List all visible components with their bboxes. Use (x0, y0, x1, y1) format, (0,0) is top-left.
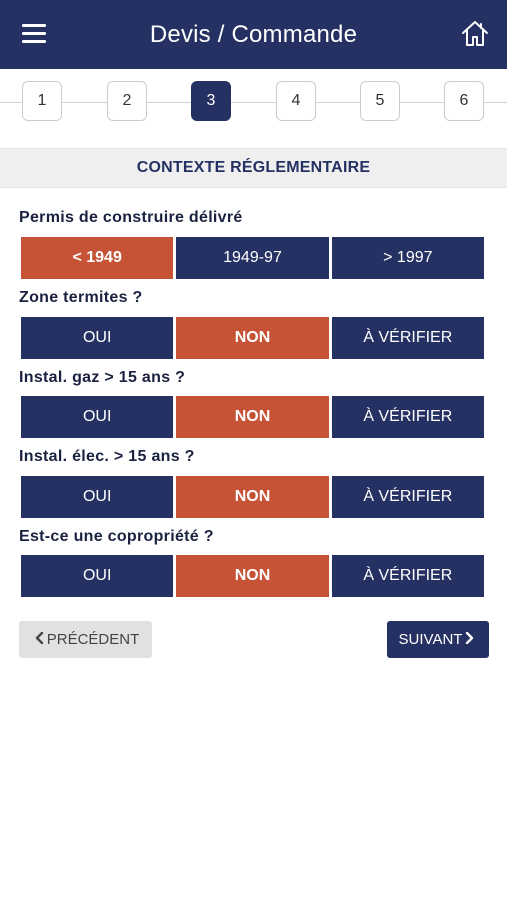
step-5[interactable]: 5 (360, 81, 400, 121)
step-1[interactable]: 1 (22, 81, 62, 121)
option-1949-97[interactable]: 1949-97 (176, 237, 328, 279)
option-a-verifier[interactable]: À VÉRIFIER (332, 476, 484, 518)
choice-group-permis (21, 237, 484, 279)
option-before-1949[interactable]: < 1949 (21, 237, 173, 279)
question-label-gaz: Instal. gaz > 15 ans ? (19, 369, 186, 386)
option-a-verifier[interactable]: À VÉRIFIER (332, 396, 484, 438)
step-3-active[interactable]: 3 (191, 81, 231, 121)
chevron-left-icon (35, 631, 44, 648)
question-label-termites: Zone termites ? (19, 289, 143, 306)
previous-button-label: PRÉCÉDENT (46, 631, 140, 648)
app-header (0, 0, 507, 69)
option-oui[interactable]: OUI (21, 555, 173, 597)
page-title: Devis / Commande (149, 20, 358, 48)
option-non[interactable]: NON (176, 396, 328, 438)
option-oui[interactable]: OUI (21, 476, 173, 518)
question-label-copropriete: Est-ce une copropriété ? (19, 528, 214, 545)
option-a-verifier[interactable]: À VÉRIFIER (332, 555, 484, 597)
section-title: CONTEXTE RÉGLEMENTAIRE (0, 148, 507, 188)
choice-group-copropriete (21, 555, 484, 597)
choice-group-termites (21, 317, 484, 359)
hamburger-menu-icon[interactable] (22, 24, 46, 44)
option-non[interactable]: NON (176, 476, 328, 518)
option-a-verifier[interactable]: À VÉRIFIER (332, 317, 484, 359)
option-non[interactable]: NON (176, 555, 328, 597)
step-4[interactable]: 4 (276, 81, 316, 121)
choice-group-elec (21, 476, 484, 518)
step-6[interactable]: 6 (444, 81, 484, 121)
question-label-elec: Instal. élec. > 15 ans ? (19, 448, 195, 465)
option-oui[interactable]: OUI (21, 317, 173, 359)
question-label-permis: Permis de construire délivré (19, 209, 243, 226)
next-button-label: SUIVANT (398, 631, 463, 648)
home-icon[interactable] (460, 18, 490, 48)
chevron-right-icon (465, 631, 474, 648)
next-button[interactable] (387, 621, 489, 658)
option-non[interactable]: NON (176, 317, 328, 359)
option-oui[interactable]: OUI (21, 396, 173, 438)
option-after-1997[interactable]: > 1997 (332, 237, 484, 279)
step-2[interactable]: 2 (107, 81, 147, 121)
step-connector-line (0, 102, 507, 103)
choice-group-gaz (21, 396, 484, 438)
step-indicator (0, 69, 507, 149)
previous-button[interactable] (19, 621, 152, 658)
